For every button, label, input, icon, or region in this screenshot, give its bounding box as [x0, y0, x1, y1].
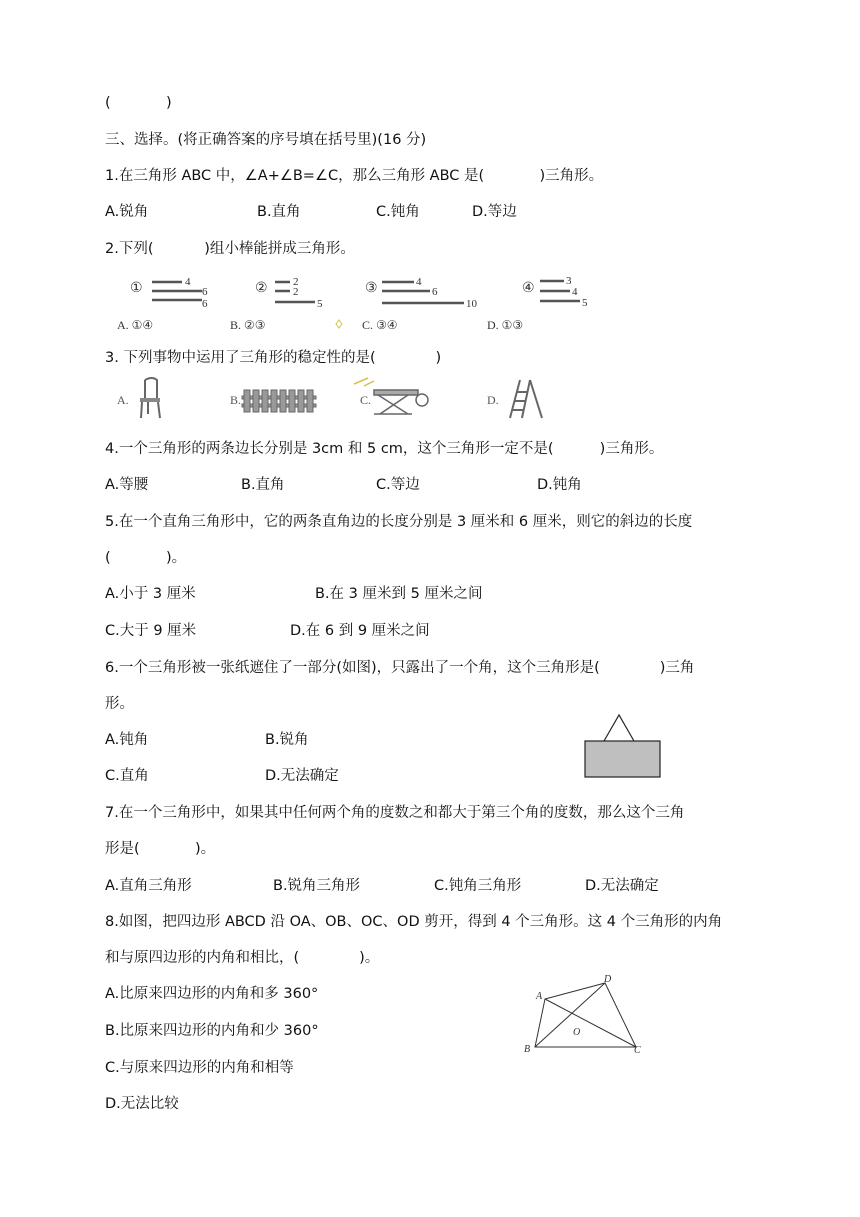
- q3-images: [112, 376, 552, 422]
- question-1: 1.在三角形 ABC 中，∠A+∠B=∠C，那么三角形 ABC 是( )三角形。: [105, 168, 604, 184]
- question-5-line-2: ( )。: [105, 550, 187, 566]
- group-4-mark: ④: [522, 281, 535, 296]
- q2-option-a: A. ①④: [117, 318, 154, 332]
- q1-option-d[interactable]: D.等边: [472, 204, 517, 220]
- sticks-figure: [112, 270, 612, 334]
- q5-option-d[interactable]: D.在 6 到 9 厘米之间: [290, 623, 430, 639]
- ladder-icon: [510, 380, 542, 418]
- q4-option-c[interactable]: C.等边: [376, 477, 420, 493]
- q1-option-a[interactable]: A.锐角: [105, 204, 149, 220]
- q5-option-b[interactable]: B.在 3 厘米到 5 厘米之间: [315, 586, 483, 602]
- q8-option-c[interactable]: C.与原来四边形的内角和相等: [105, 1060, 294, 1076]
- q1-option-c[interactable]: C.钝角: [376, 204, 420, 220]
- q5-option-a[interactable]: A.小于 3 厘米: [105, 586, 196, 602]
- svg-text:C: C: [634, 1045, 641, 1056]
- svg-text:5: 5: [582, 297, 588, 309]
- svg-text:O: O: [573, 1027, 581, 1038]
- group-3-mark: ③: [365, 281, 378, 296]
- svg-text:2: 2: [293, 286, 299, 298]
- question-7-line-2: 形是( )。: [105, 841, 216, 857]
- question-4: 4.一个三角形的两条边长分别是 3cm 和 5 cm，这个三角形一定不是( )三角形。: [105, 441, 664, 457]
- covered-triangle-figure: [582, 712, 664, 782]
- svg-text:D: D: [604, 974, 612, 985]
- q1-option-b[interactable]: B.直角: [257, 204, 301, 220]
- svg-text:10: 10: [466, 298, 477, 310]
- svg-text:6: 6: [202, 298, 208, 310]
- svg-text:4: 4: [185, 276, 191, 288]
- q7-option-a[interactable]: A.直角三角形: [105, 878, 192, 894]
- q4-option-a[interactable]: A.等腰: [105, 477, 149, 493]
- q8-option-a[interactable]: A.比原来四边形的内角和多 360°: [105, 986, 319, 1002]
- svg-text:D.: D.: [487, 393, 499, 407]
- question-3: 3. 下列事物中运用了三角形的稳定性的是( ): [105, 350, 442, 366]
- svg-text:B.: B.: [230, 393, 242, 407]
- chair-icon: [140, 378, 160, 418]
- question-8-line-1: 8.如图，把四边形 ABCD 沿 OA、OB、OC、OD 剪开，得到 4 个三角形。这 4 个三角形的内角: [105, 914, 723, 930]
- question-8-line-2: 和与原四边形的内角和相比，( )。: [105, 950, 380, 966]
- svg-text:6: 6: [202, 286, 208, 298]
- q8-option-d[interactable]: D.无法比较: [105, 1096, 179, 1112]
- question-5-line-1: 5.在一个直角三角形中，它的两条直角边的长度分别是 3 厘米和 6 厘米，则它的斜边的长度: [105, 514, 693, 530]
- q2-option-b: B. ②③: [230, 318, 266, 332]
- svg-text:3: 3: [566, 275, 572, 287]
- q6-option-d[interactable]: D.无法确定: [265, 768, 339, 784]
- q6-option-c[interactable]: C.直角: [105, 768, 149, 784]
- fence-icon: [242, 390, 316, 412]
- svg-text:A: A: [536, 991, 543, 1002]
- svg-text:4: 4: [572, 286, 578, 298]
- q8-option-b[interactable]: B.比原来四边形的内角和少 360°: [105, 1023, 319, 1039]
- q4-option-b[interactable]: B.直角: [241, 477, 285, 493]
- q6-option-a[interactable]: A.钝角: [105, 732, 149, 748]
- answer-paren: ( ): [105, 95, 172, 111]
- q7-option-d[interactable]: D.无法确定: [585, 878, 659, 894]
- quadrilateral-figure: [518, 972, 648, 1056]
- svg-text:A.: A.: [117, 393, 129, 407]
- q2-option-d: D. ①③: [487, 318, 524, 332]
- q7-option-c[interactable]: C.钝角三角形: [434, 878, 522, 894]
- svg-text:4: 4: [416, 276, 422, 288]
- question-6-line-2: 形。: [105, 696, 134, 712]
- question-7-line-1: 7.在一个三角形中，如果其中任何两个角的度数之和都大于第三个角的度数，那么这个三角: [105, 805, 685, 821]
- svg-text:6: 6: [432, 286, 438, 298]
- group-1-mark: ①: [130, 281, 143, 296]
- q7-option-b[interactable]: B.锐角三角形: [273, 878, 361, 894]
- svg-text:B: B: [524, 1044, 531, 1055]
- section-title: 三、选择。(将正确答案的序号填在括号里)(16 分): [105, 132, 427, 148]
- q4-option-d[interactable]: D.钝角: [537, 477, 582, 493]
- svg-text:2: 2: [293, 276, 299, 288]
- svg-text:C.: C.: [360, 393, 372, 407]
- svg-text:5: 5: [317, 298, 323, 310]
- q5-option-c[interactable]: C.大于 9 厘米: [105, 623, 197, 639]
- question-2: 2.下列( )组小棒能拼成三角形。: [105, 241, 355, 257]
- group-2-mark: ②: [255, 281, 268, 296]
- q2-option-c: C. ③④: [362, 318, 398, 332]
- q6-option-b[interactable]: B.锐角: [265, 732, 309, 748]
- question-6-line-1: 6.一个三角形被一张纸遮住了一部分(如图)，只露出了一个角，这个三角形是( )三角: [105, 660, 695, 676]
